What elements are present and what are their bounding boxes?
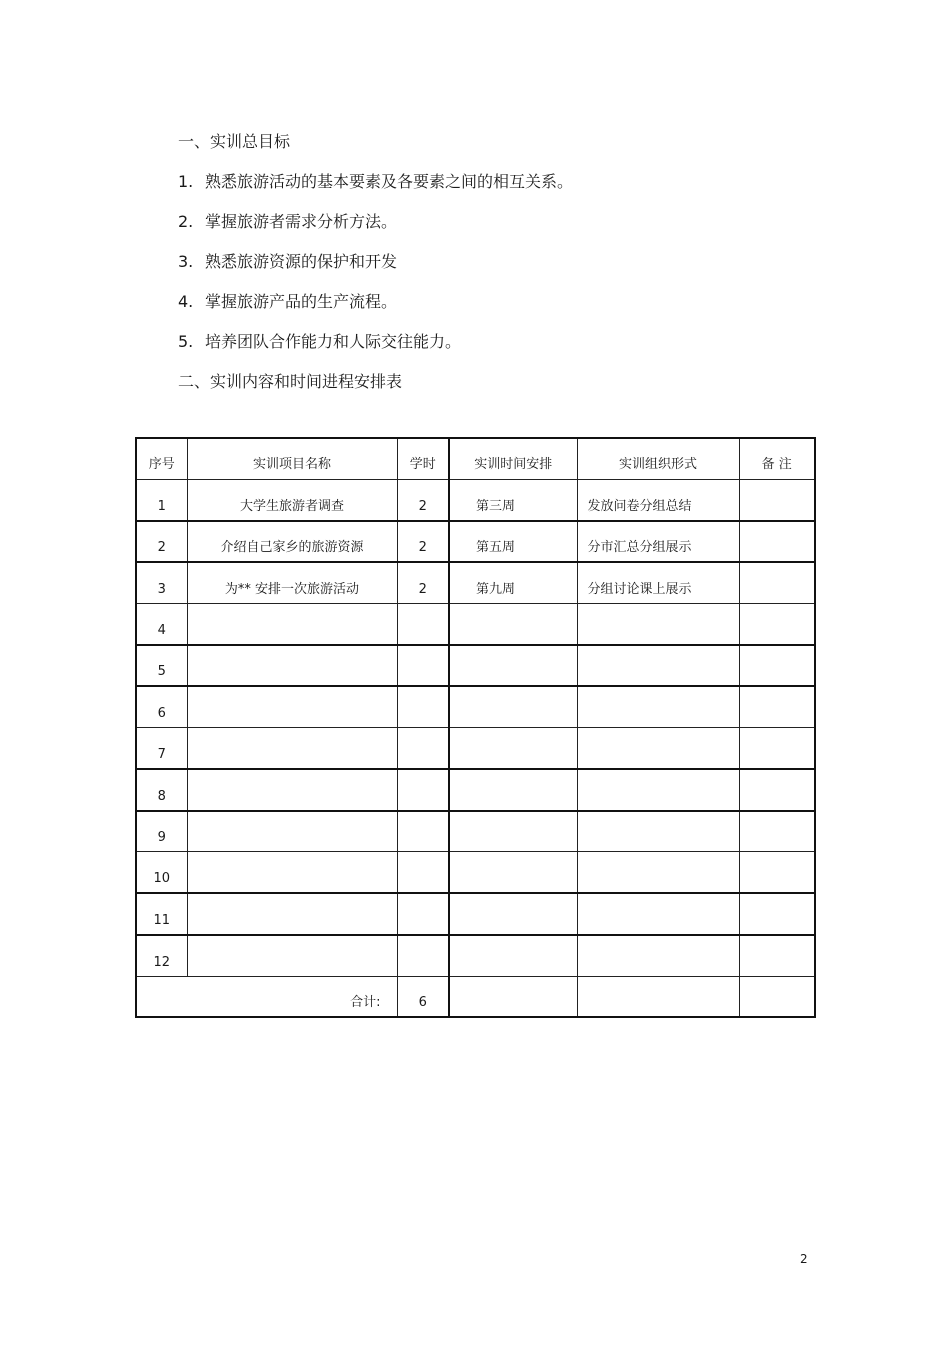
table-row [136, 645, 815, 686]
header-project-name: 实训项目名称 [187, 438, 397, 479]
cell-organization-form [577, 935, 739, 976]
header-hours: 学时 [397, 438, 449, 479]
table-header-row [136, 438, 815, 479]
cell-hours: 2 [397, 521, 449, 562]
cell-hours [397, 935, 449, 976]
cell-notes [739, 686, 815, 727]
goal-item-number: 5. [178, 332, 194, 351]
cell-time-schedule [449, 728, 577, 769]
cell-no: 5 [136, 645, 187, 686]
total-note-empty [739, 976, 815, 1017]
goal-item-text: 熟悉旅游活动的基本要素及各要素之间的相互关系。 [205, 172, 574, 191]
goal-item-text: 掌握旅游者需求分析方法。 [205, 212, 398, 231]
cell-time-schedule: 第五周 [449, 521, 577, 562]
table-row [136, 852, 815, 893]
page-number: 2 [800, 1252, 808, 1266]
cell-notes [739, 562, 815, 603]
cell-time-schedule: 第九周 [449, 562, 577, 603]
header-organization-form: 实训组织形式 [577, 438, 739, 479]
table-row [136, 686, 815, 727]
table-row [136, 728, 815, 769]
goal-item [178, 212, 397, 232]
cell-organization-form [577, 686, 739, 727]
schedule-table [135, 437, 816, 1018]
cell-no: 7 [136, 728, 187, 769]
table-row [136, 935, 815, 976]
cell-project-name [187, 604, 397, 645]
total-form-empty [577, 976, 739, 1017]
section-1-title: 一、实训总目标 [178, 132, 291, 151]
cell-notes [739, 728, 815, 769]
cell-notes [739, 769, 815, 810]
cell-notes [739, 645, 815, 686]
cell-organization-form: 分市汇总分组展示 [577, 521, 739, 562]
cell-organization-form [577, 852, 739, 893]
goal-item-number: 1. [178, 172, 194, 191]
goal-item-text: 熟悉旅游资源的保护和开发 [205, 252, 398, 271]
cell-no: 1 [136, 479, 187, 520]
table-row [136, 604, 815, 645]
cell-no: 12 [136, 935, 187, 976]
cell-no: 2 [136, 521, 187, 562]
table-row [136, 521, 815, 562]
total-hours: 6 [397, 976, 449, 1017]
cell-hours [397, 645, 449, 686]
header-time-schedule: 实训时间安排 [449, 438, 577, 479]
cell-organization-form [577, 811, 739, 852]
cell-organization-form [577, 769, 739, 810]
cell-project-name: 为** 安排一次旅游活动 [187, 562, 397, 603]
table-row [136, 769, 815, 810]
goal-item-text: 培养团队合作能力和人际交往能力。 [205, 332, 462, 351]
cell-no: 9 [136, 811, 187, 852]
cell-hours: 2 [397, 479, 449, 520]
cell-organization-form [577, 604, 739, 645]
cell-organization-form [577, 893, 739, 934]
cell-time-schedule: 第三周 [449, 479, 577, 520]
cell-hours [397, 604, 449, 645]
cell-project-name [187, 935, 397, 976]
goal-item [178, 332, 461, 352]
table-row [136, 893, 815, 934]
cell-project-name [187, 769, 397, 810]
goal-item-number: 2. [178, 212, 194, 231]
cell-time-schedule [449, 604, 577, 645]
cell-hours [397, 686, 449, 727]
cell-hours: 2 [397, 562, 449, 603]
cell-hours [397, 811, 449, 852]
total-label: 合计: [136, 976, 397, 1017]
goal-item [178, 172, 573, 192]
cell-project-name [187, 728, 397, 769]
total-time-empty [449, 976, 577, 1017]
cell-notes [739, 935, 815, 976]
cell-organization-form: 发放问卷分组总结 [577, 479, 739, 520]
cell-organization-form [577, 645, 739, 686]
cell-no: 8 [136, 769, 187, 810]
table-total-row [136, 976, 815, 1017]
cell-time-schedule [449, 645, 577, 686]
cell-project-name [187, 645, 397, 686]
cell-project-name [187, 686, 397, 727]
cell-notes [739, 479, 815, 520]
goal-item-text: 掌握旅游产品的生产流程。 [205, 292, 398, 311]
cell-hours [397, 893, 449, 934]
cell-organization-form: 分组讨论课上展示 [577, 562, 739, 603]
cell-time-schedule [449, 769, 577, 810]
cell-no: 4 [136, 604, 187, 645]
cell-time-schedule [449, 852, 577, 893]
cell-time-schedule [449, 811, 577, 852]
cell-project-name [187, 893, 397, 934]
cell-time-schedule [449, 686, 577, 727]
table-row [136, 562, 815, 603]
cell-no: 6 [136, 686, 187, 727]
cell-notes [739, 811, 815, 852]
header-notes: 备 注 [739, 438, 815, 479]
cell-project-name [187, 852, 397, 893]
table-row [136, 479, 815, 520]
goal-item-number: 3. [178, 252, 194, 271]
cell-notes [739, 521, 815, 562]
goal-item [178, 292, 397, 312]
goal-item-number: 4. [178, 292, 194, 311]
table-row [136, 811, 815, 852]
section-2-title: 二、实训内容和时间进程安排表 [178, 372, 403, 391]
cell-hours [397, 769, 449, 810]
cell-no: 3 [136, 562, 187, 603]
cell-time-schedule [449, 893, 577, 934]
cell-hours [397, 728, 449, 769]
cell-project-name: 介绍自己家乡的旅游资源 [187, 521, 397, 562]
cell-notes [739, 604, 815, 645]
cell-notes [739, 852, 815, 893]
cell-no: 11 [136, 893, 187, 934]
cell-time-schedule [449, 935, 577, 976]
cell-organization-form [577, 728, 739, 769]
goal-item [178, 252, 397, 272]
cell-no: 10 [136, 852, 187, 893]
header-no: 序号 [136, 438, 187, 479]
cell-notes [739, 893, 815, 934]
cell-project-name: 大学生旅游者调查 [187, 479, 397, 520]
cell-project-name [187, 811, 397, 852]
cell-hours [397, 852, 449, 893]
